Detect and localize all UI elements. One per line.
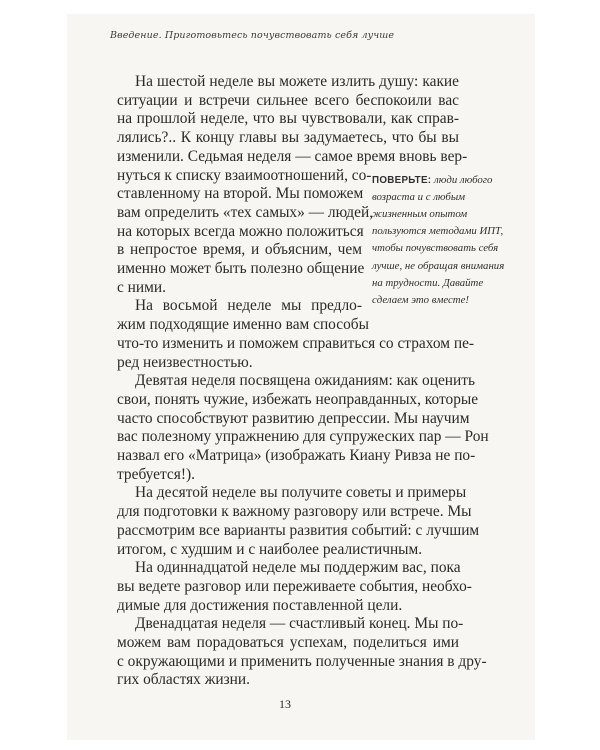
body-line: можем вам порадоваться успехам, поделиться ими (117, 634, 459, 651)
body-line: димые для достижения поставленной цели. (117, 596, 403, 614)
body-line: с ними. (117, 278, 166, 296)
body-line: рассмотрим все варианты развития событий: с лучшим (117, 521, 480, 539)
sidebar-label: ПОВЕРЬТЕ: (372, 174, 432, 186)
body-line: жим подходящие именно вам способы (117, 316, 369, 334)
body-line: гих областях жизни. (117, 671, 250, 689)
sidebar-line: жизненным опытом (372, 207, 468, 220)
body-line: требуется!). (117, 465, 195, 483)
body-line: итогом, с худшим и с наиболее реалистичным. (117, 540, 423, 558)
sidebar-line: на трудности. Давайте (372, 276, 484, 289)
body-line: для подготовки к важному разговору или встрече. Мы (117, 503, 472, 521)
sidebar-text: люди любого (434, 173, 493, 186)
sidebar-line: пользуются методами ИПТ, (372, 225, 504, 238)
sidebar-line (372, 172, 502, 190)
sidebar-line: возраста и с любым (372, 190, 466, 203)
body-line: что-то изменить и поможем справиться со страхом пе- (117, 334, 475, 352)
body-line: назвал его «Матрица» (изображать Киану Ривза не по- (117, 447, 476, 464)
body-line: на прошлой неделе, что вы чувствовали, как справ- (117, 110, 459, 128)
body-line: свои, понять чужие, избежать неоправданных, которые (117, 390, 479, 408)
body-line: часто способствуют развитию депрессии. Мы научим (117, 409, 470, 427)
body-line: с окружающими и применить полученные знания в дру- (117, 652, 487, 670)
body-line: на которых всегда можно положиться (117, 222, 364, 240)
body-line: ставленному на второй. Мы поможем (117, 185, 364, 203)
page-number: 13 (279, 697, 291, 712)
body-line: На шестой неделе вы можете излить душу: какие (135, 73, 459, 90)
body-line: вас полезному упражнению для супружеских пар — Рон (117, 428, 489, 446)
body-line: изменили. Седьмая неделя — самое время вновь вер- (117, 147, 468, 165)
body-line: Девятая неделя посвящена ожиданиям: как оценить (135, 372, 475, 390)
sidebar-line: чтобы почувствовать себя (372, 242, 499, 255)
body-line: лялись?.. К концу главы вы задумаетесь, что бы вы (117, 129, 459, 147)
body-line: На одиннадцатой неделе мы поддержим вас, пока (135, 559, 461, 577)
body-line: Двенадцатая неделя — счастливый конец. Мы по- (135, 615, 464, 633)
running-head: Введение. Приготовьтесь почувствовать себя лучше (110, 30, 395, 41)
sidebar-line: лучше, не обращая внимания (372, 259, 505, 272)
body-line: На десятой неделе вы получите советы и примеры (135, 484, 467, 502)
body-line: нуться к списку взаимоотношений, со- (117, 166, 372, 184)
body-line: ред неизвестностью. (117, 353, 253, 371)
body-line: именно может быть полезно общение (117, 260, 365, 277)
body-line: ситуации и встречи сильнее всего беспокоили вас (117, 91, 459, 109)
body-line: На восьмой неделе мы предло- (135, 297, 362, 315)
sidebar-line: сделаем это вместе! (372, 293, 469, 306)
body-line: вы ведете разговор или переживаете события, необхо- (117, 577, 472, 595)
body-line: в непростое время, и объясним, чем (117, 241, 362, 259)
body-line: вам определить «тех самых» — людей, (117, 203, 374, 221)
